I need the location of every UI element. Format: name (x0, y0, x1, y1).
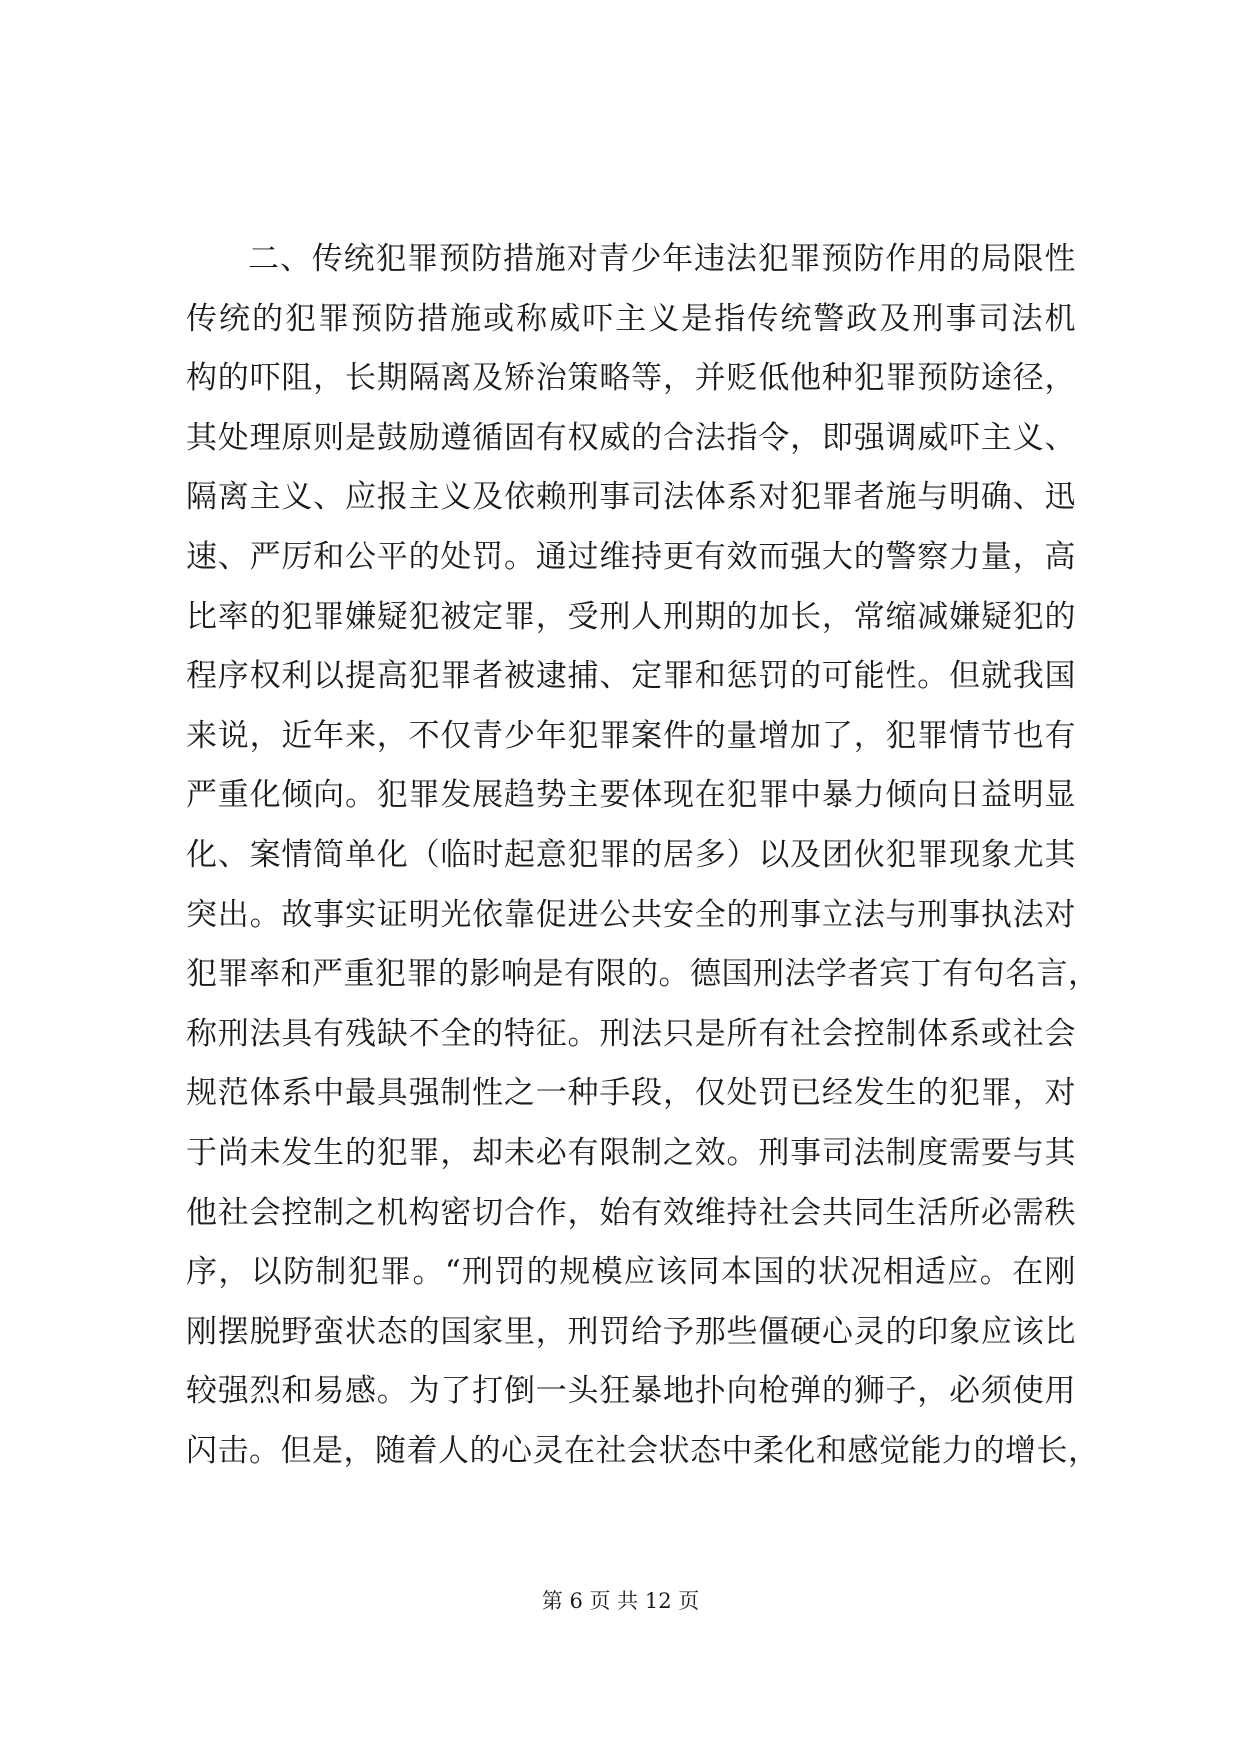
text-line: 程序权利以提高犯罪者被逮捕、定罪和惩罚的可能性。但就我国 (186, 658, 1076, 695)
page-number: 第 6 页 共 12 页 (541, 1589, 700, 1613)
text-line: 闪击。但是，随着人的心灵在社会状态中柔化和感觉能力的增长， (186, 1432, 1100, 1469)
text-line: 构的吓阻，长期隔离及矫治策略等，并贬低他种犯罪预防途径， (186, 360, 1076, 397)
text-line: 突出。故事实证明光依靠促进公共安全的刑事立法与刑事执法对 (186, 896, 1076, 933)
text-line: 规范体系中最具强制性之一种手段，仅处罚已经发生的犯罪，对 (186, 1075, 1076, 1112)
text-line: 较强烈和易感。为了打倒一头狂暴地扑向枪弹的狮子，必须使用 (186, 1373, 1076, 1410)
text-line: 序，以防制犯罪。“刑罚的规模应该同本国的状况相适应。在刚 (186, 1254, 1076, 1291)
text-line: 隔离主义、应报主义及依赖刑事司法体系对犯罪者施与明确、迅 (186, 479, 1076, 516)
text-line: 来说，近年来，不仅青少年犯罪案件的量增加了，犯罪情节也有 (186, 717, 1076, 754)
text-line: 化、案情简单化（临时起意犯罪的居多）以及团伙犯罪现象尤其 (186, 836, 1076, 873)
text-line: 速、严厉和公平的处罚。通过维持更有效而强大的警察力量，高 (186, 538, 1076, 575)
text-line: 严重化倾向。犯罪发展趋势主要体现在犯罪中暴力倾向日益明显 (186, 777, 1076, 814)
text-line: 他社会控制之机构密切合作，始有效维持社会共同生活所必需秩 (186, 1194, 1076, 1231)
text-line: 称刑法具有残缺不全的特征。刑法只是所有社会控制体系或社会 (186, 1015, 1076, 1052)
text-line: 传统的犯罪预防措施或称威吓主义是指传统警政及刑事司法机 (186, 300, 1076, 337)
text-line: 犯罪率和严重犯罪的影响是有限的。德国刑法学者宾丁有句名言， (186, 956, 1100, 993)
text-line: 比率的犯罪嫌疑犯被定罪，受刑人刑期的加长，常缩减嫌疑犯的 (186, 598, 1076, 635)
page-footer (0, 1586, 1241, 1616)
text-line: 其处理原则是鼓励遵循固有权威的合法指令，即强调威吓主义、 (186, 419, 1076, 456)
text-line: 二、传统犯罪预防措施对青少年违法犯罪预防作用的局限性 (248, 241, 1076, 277)
text-line: 刚摆脱野蛮状态的国家里，刑罚给予那些僵硬心灵的印象应该比 (186, 1313, 1076, 1350)
text-line: 于尚未发生的犯罪，却未必有限制之效。刑事司法制度需要与其 (186, 1134, 1076, 1171)
body-text (186, 230, 1100, 1481)
